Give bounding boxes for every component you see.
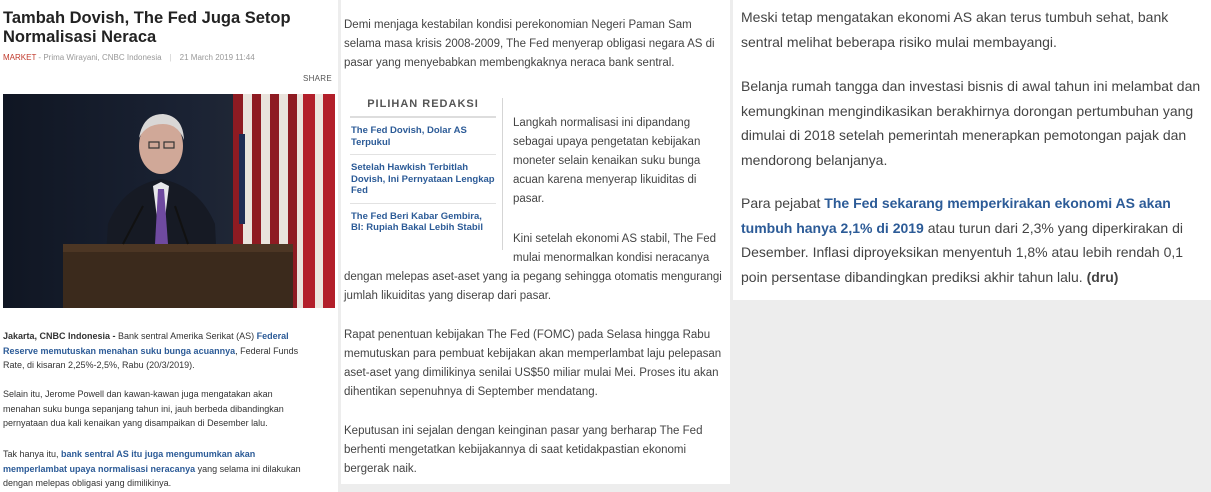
paragraph-2: Selain itu, Jerome Powell dan kawan-kawan juga mengatakan akan menahan suku bunga sepanjang tahun ini, jauh berbeda dibandingkan pernyataan dua kali kenaikan yang disampaikan di Desember lalu. bbox=[3, 389, 284, 428]
dateline: Jakarta, CNBC Indonesia - bbox=[3, 331, 116, 341]
pilihan-divider bbox=[502, 98, 503, 250]
pilihan-item[interactable]: Setelah Hawkish Terbitlah Dovish, Ini Pernyataan Lengkap Fed bbox=[350, 155, 496, 204]
right-paragraph-1: Meski tetap mengatakan ekonomi AS akan terus tumbuh sehat, bank sentral melihat beberapa risiko mulai membayangi. bbox=[741, 9, 1169, 50]
lead-link[interactable]: Federal Reserve memutuskan menahan suku bunga acuannya bbox=[3, 331, 289, 356]
meta-divider: | bbox=[169, 53, 172, 62]
publish-date: 21 March 2019 11:44 bbox=[179, 53, 255, 62]
middle-paragraph-2: dengan melepas aset-aset yang ia pegang sehingga otomatis mengurangi jumlah likuiditas yang diserap dari pasar. bbox=[344, 271, 722, 302]
author-initials: (dru) bbox=[1086, 268, 1119, 285]
article-meta bbox=[3, 53, 255, 62]
middle-paragraph-4: Keputusan ini sejalan dengan keinginan pasar yang berharap The Fed berhenti mengetatkan kebijakannya di saat ketidakpastian ekonomi bergerak naik. bbox=[344, 425, 703, 475]
article-middle-panel bbox=[341, 0, 730, 484]
lead-paragraph: Jakarta, CNBC Indonesia - Bank sentral Amerika Serikat (AS) Federal Reserve memutuskan menahan suku bunga acuannya, Federal Funds Rate, di kisaran 2,25%-2,5%, Rabu (20/3/2019). bbox=[3, 331, 299, 370]
side-paragraph-2: Kini setelah ekonomi AS stabil, The Fed mulai menormalkan kondisi neracanya bbox=[513, 233, 717, 264]
share-button[interactable]: SHARE bbox=[302, 74, 332, 83]
category-link[interactable]: MARKET bbox=[3, 53, 37, 62]
author: - Prima Wirayani, CNBC Indonesia bbox=[36, 53, 162, 62]
normalisasi-link[interactable]: bank sentral AS itu juga mengumumkan akan memperlambat upaya normalisasi neracanya bbox=[3, 449, 256, 474]
right-paragraph-2: Belanja rumah tangga dan investasi bisnis di awal tahun ini melambat dan kemungkinan mengindikasikan berakhirnya dorongan pertumbuhan yang dimulai di 2018 setelah pemerintah menerapkan pemotongan pajak dan mendorong belanjanya. bbox=[741, 78, 1201, 168]
article-left-panel bbox=[0, 0, 338, 492]
middle-intro: Demi menjaga kestabilan kondisi perekonomian Negeri Paman Sam selama masa krisis 2008-2009, The Fed menyerap obligasi negara AS di pasar yang menyebabkan membengkaknya neraca bank sentral. bbox=[344, 19, 715, 69]
article-photo bbox=[3, 94, 335, 308]
pilihan-redaksi-box bbox=[350, 98, 496, 240]
forecast-link[interactable]: The Fed sekarang memperkirakan ekonomi AS akan tumbuh hanya 2,1% di 2019 bbox=[741, 195, 1171, 236]
paragraph-3: Tak hanya itu, bank sentral AS itu juga mengumumkan akan memperlambat upaya normalisasi neracanya yang selama ini dilakukan dengan melepas obligasi yang dimilikinya. bbox=[3, 449, 301, 488]
pilihan-item[interactable]: The Fed Dovish, Dolar AS Terpukul bbox=[350, 118, 496, 155]
article-right-panel bbox=[733, 0, 1211, 300]
article-title: Tambah Dovish, The Fed Juga Setop Normalisasi Neraca bbox=[3, 9, 291, 46]
side-paragraph-1: Langkah normalisasi ini dipandang sebagai upaya pengetatan kebijakan moneter selain kenaikan suku bunga acuan karena menyerap likuiditas di pasar. bbox=[513, 117, 701, 205]
pilihan-item[interactable]: The Fed Beri Kabar Gembira, BI: Rupiah Bakal Lebih Stabil bbox=[351, 210, 483, 233]
middle-paragraph-3: Rapat penentuan kebijakan The Fed (FOMC) pada Selasa hingga Rabu memutuskan para pembuat kebijakan akan memperlambat laju pelepasan aset-aset yang dimilikinya senilai US$50 miliar mulai Mei. Proses itu akan dihentikan sepenuhnya di September mendatang. bbox=[344, 329, 722, 398]
right-paragraph-3: Para pejabat The Fed sekarang memperkirakan ekonomi AS akan tumbuh hanya 2,1% di 2019 atau turun dari 2,3% yang diperkirakan di Desember. Inflasi diproyeksikan menyentuh 1,8% atau lebih rendah 0,1 poin persentase dibandingkan prediksi akhir tahun lalu. (dru) bbox=[741, 195, 1184, 285]
pilihan-redaksi-title: PILIHAN REDAKSI bbox=[350, 98, 496, 118]
